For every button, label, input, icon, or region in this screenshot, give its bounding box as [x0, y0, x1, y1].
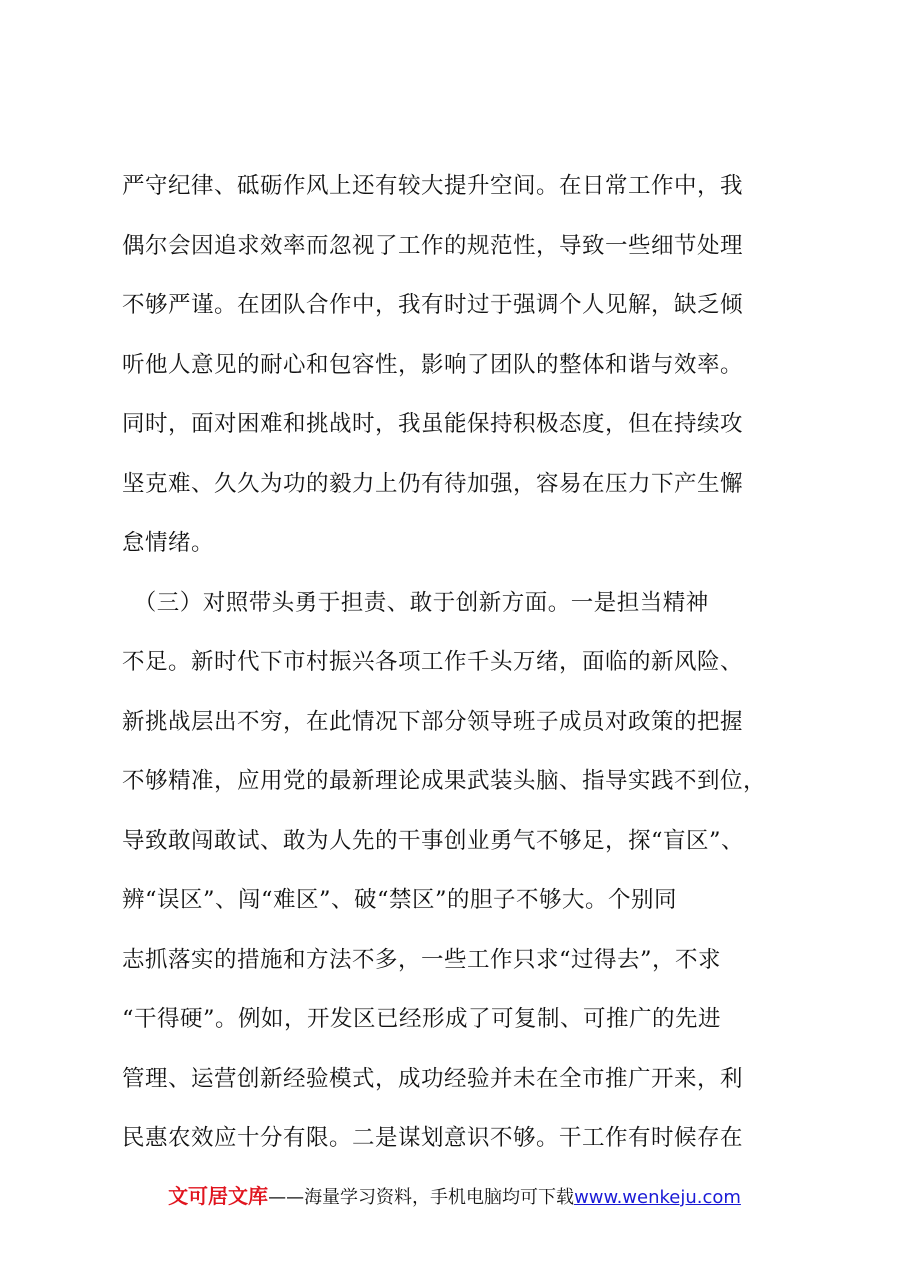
- text-line: （三）对照带头勇于担责、敢于创新方面。一是担当精神: [122, 589, 709, 616]
- footer-website-link[interactable]: www.wenkeju.com: [574, 1187, 741, 1208]
- text-line: 管理、运营创新经验模式，成功经验并未在全市推广开来，利: [122, 1065, 744, 1092]
- text-line: 不足。新时代下市村振兴各项工作千头万绪，面临的新风险、: [122, 649, 744, 675]
- text-line: 听他人意见的耐心和包容性，影响了团队的整体和谐与效率。: [122, 351, 744, 378]
- text-line: 志抓落实的措施和方法不多，一些工作只求“过得去”，不求: [122, 946, 722, 973]
- text-line: 怠情绪。: [122, 530, 215, 556]
- footer-banner: [0, 1183, 909, 1211]
- document-body: [122, 166, 802, 1178]
- text-line: 不够精准，应用党的最新理论成果武装头脑、指导实践不到位，: [122, 768, 767, 794]
- text-line: 民惠农效应十分有限。二是谋划意识不够。干工作有时候存在: [122, 1125, 744, 1151]
- text-line: 新挑战层出不穷，在此情况下部分领导班子成员对政策的把握: [122, 708, 744, 735]
- text-line: 坚克难、久久为功的毅力上仍有待加强，容易在压力下产生懈: [122, 470, 744, 497]
- text-line: 偶尔会因追求效率而忽视了工作的规范性，导致一些细节处理: [122, 232, 744, 259]
- text-line: 辨“误区”、闯“难区”、破“禁区”的胆子不够大。个别同: [122, 887, 678, 913]
- text-line: 不够严谨。在团队合作中，我有时过于强调个人见解，缺乏倾: [122, 292, 744, 318]
- text-line: 导致敢闯敢试、敢为人先的干事创业勇气不够足，探“盲区”、: [122, 827, 745, 854]
- footer-brand: 文可居文库: [168, 1184, 269, 1208]
- footer-tagline: ——海量学习资料，手机电脑均可下载: [268, 1187, 575, 1208]
- text-line: “干得硬”。例如，开发区已经形成了可复制、可推广的先进: [122, 1006, 722, 1032]
- text-line: 严守纪律、砥砺作风上还有较大提升空间。在日常工作中，我: [122, 173, 744, 199]
- text-line: 同时，面对困难和挑战时，我虽能保持积极态度，但在持续攻: [122, 411, 744, 437]
